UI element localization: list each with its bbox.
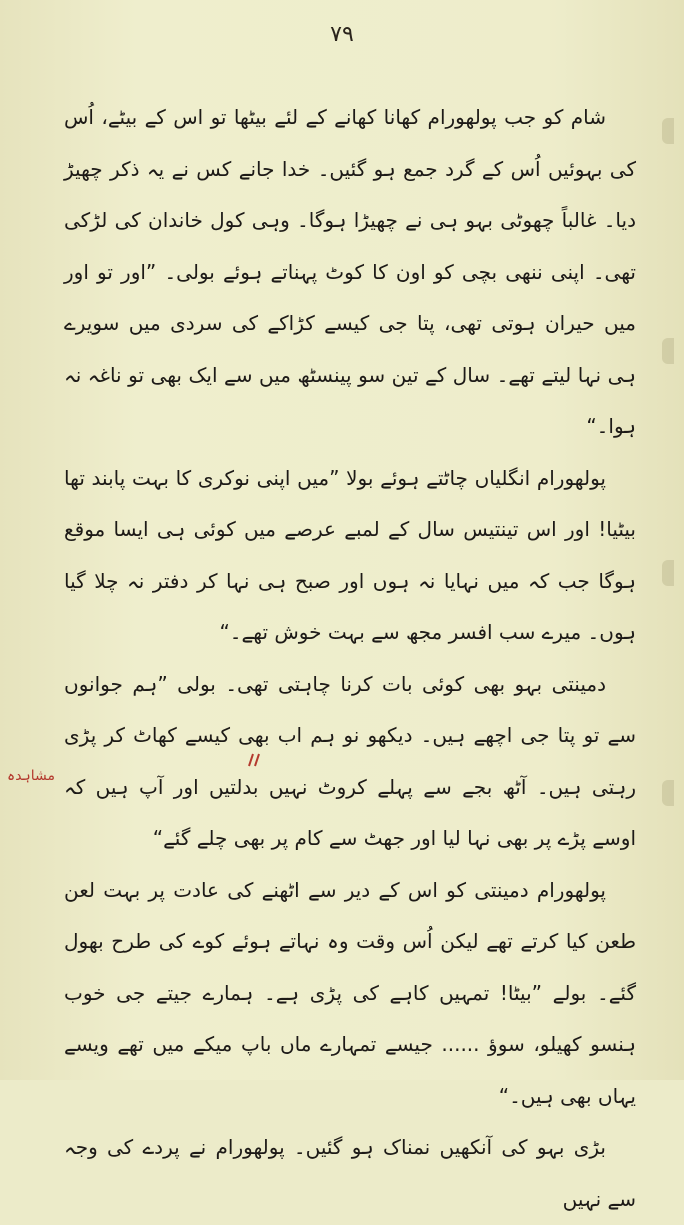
binding-mark <box>662 118 674 144</box>
paragraph: دمینتی بہو بھی کوئی بات کرنا چاہتی تھی۔ بولی ”ہم جوانوں سے تو پتا جی اچھے ہیں۔ دیکھو نو ہم اب بھی کیسے کھاٹ کر پڑی رہتی ہیں۔ آٹھ بجے سے پہلے کروٹ نہیں بدلتیں اور آپ ہیں کہ اوسے پڑے پر بھی نہا لیا اور جھٹ سے کام پر بھی چلے گئے“ <box>64 671 636 850</box>
page-number: ۷۹ <box>330 22 354 47</box>
binding-mark <box>662 338 674 364</box>
paragraph: بڑی بہو کی آنکھیں نمناک ہو گئیں۔ پولھورام نے پردے کی وجہ سے نہیں <box>64 1135 636 1211</box>
binding-mark <box>662 560 674 586</box>
paragraph: پولھورام دمینتی کو اس کے دیر سے اٹھنے کی عادت پر بہت لعن طعن کیا کرتے تھے لیکن اُس وقت وہ نہاتے ہوئے کوے کی طرح بھول گئے۔ بولے ”بیٹا! تمہیں کاہے کی پڑی ہے۔ ہمارے جیتے جی خوب ہنسو کھیلو، سوؤ ...... جیسے تمہارے ماں باپ میکے میں تھے ویسے یہاں بھی ہیں۔“ <box>64 877 636 1108</box>
margin-annotation: مشاہدہ <box>6 768 55 784</box>
binding-mark <box>662 780 674 806</box>
paragraph: پولھورام انگلیاں چاٹتے ہوئے بولا ”میں اپنی نوکری کا بہت پابند تھا بیٹیا! اور اس تینتیس سال کے لمبے عرصے میں کوئی ہی ایسا موقع ہوگا جب کہ میں نہایا نہ ہوں اور صبح ہی نہا کر دفتر نہ چلا گیا ہوں۔ میرے سب افسر مجھ سے بہت خوش تھے۔“ <box>64 465 636 644</box>
paragraph: شام کو جب پولھورام کھانا کھانے کے لئے بیٹھا تو اس کے بیٹے، اُس کی بہوئیں اُس کے گرد جمع ہو گئیں۔ خدا جانے کس نے یہ ذکر چھیڑ دیا۔ غالباً چھوٹی بہو ہی نے چھیڑا ہوگا۔ وہی کول خاندان کی لڑکی تھی۔ اپنی ننھی بچی کو اون کا کوٹ پہناتے ہوئے بولی۔ ”اور تو اور میں حیران ہوتی تھی، پتا جی کیسے کڑاکے کی سردی میں سویرے ہی نہا لیتے تھے۔ سال کے تین سو پینسٹھ میں سے ایک بھی تو ناغہ نہ ہوا۔“ <box>64 105 636 438</box>
page-body <box>64 92 636 1225</box>
